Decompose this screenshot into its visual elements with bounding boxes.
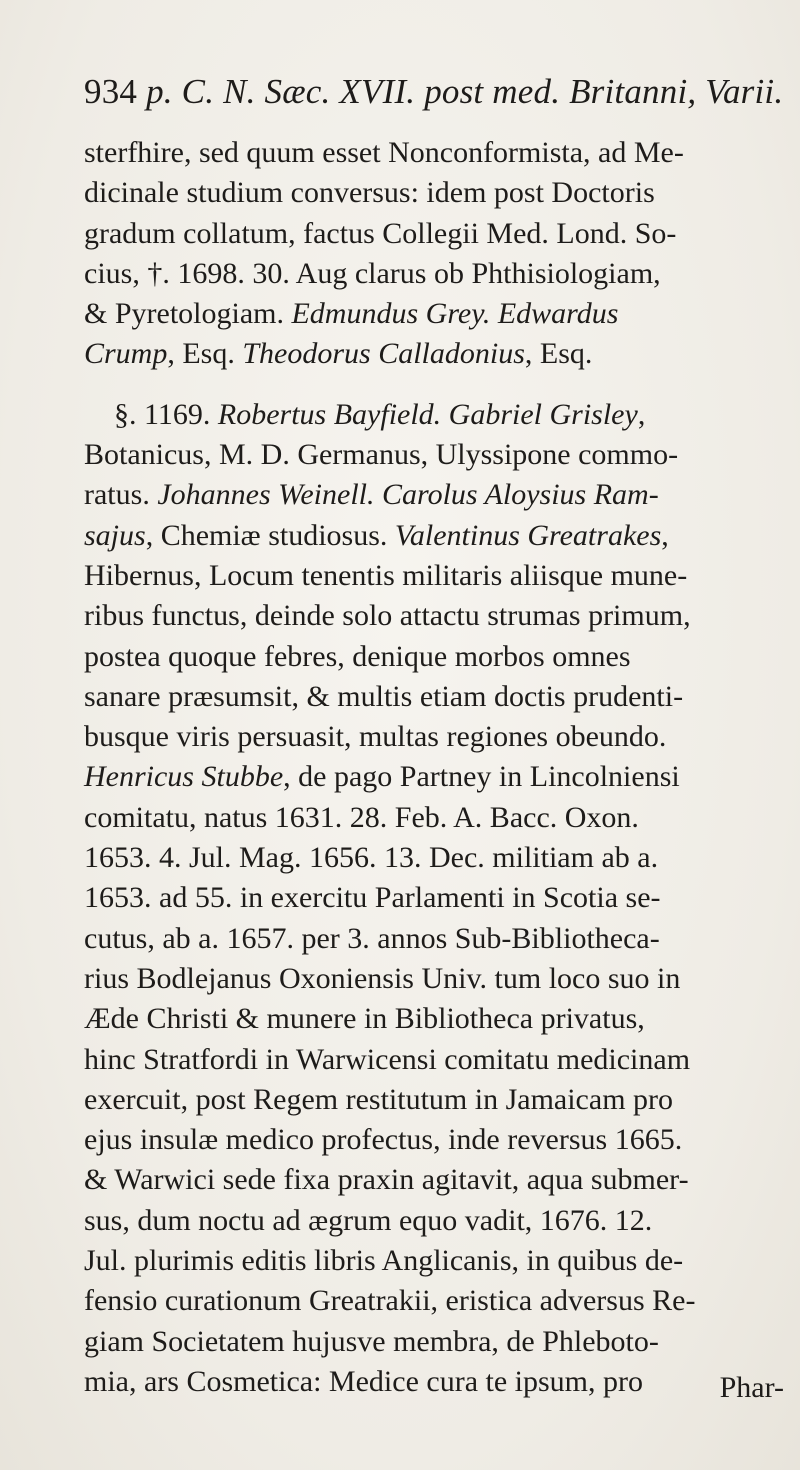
text-run: mia, ars Cosmetica: Medice cura te ipsum, pro (84, 1364, 643, 1398)
text-run: postea quoque febres, denique morbos omnes (84, 639, 631, 673)
text-run: Botanicus, M. D. Germanus, Ulyssipone commo- (84, 438, 679, 472)
text-run: , (661, 518, 669, 552)
italic-name: Theodorus Calladonius (242, 337, 525, 371)
text-line (84, 556, 796, 596)
text-line (84, 1080, 796, 1120)
text-run: giam Societatem hujusve membra, de Phleboto- (84, 1324, 659, 1358)
text-run: sanare præsumsit, & multis etiam doctis prudenti- (84, 679, 684, 713)
text-line (84, 838, 796, 878)
text-line (84, 173, 796, 213)
text-line (84, 294, 796, 334)
text-run: gradum collatum, factus Collegii Med. Lond. So- (84, 216, 677, 250)
text-line (84, 1362, 796, 1402)
text-run: , Chemiæ studiosus. (145, 518, 395, 552)
text-run: sterfhire, sed quum esset Nonconformista, ad Me- (84, 136, 684, 169)
italic-name: Johannes Weinell. Carolus Aloysius Ram- (157, 478, 659, 512)
text-line (84, 596, 796, 636)
italic-name: Valentinus Greatrakes (394, 518, 662, 552)
text-line (84, 395, 796, 435)
italic-name: Henricus Stubbe (84, 760, 284, 794)
text-line (84, 254, 796, 294)
text-line (84, 133, 796, 173)
text-run: busque viris persuasit, multas regiones obeundo. (84, 720, 667, 754)
text-run: , de pago Partney in Lincolniensi (283, 760, 680, 794)
italic-name: Robertus Bayfield. Gabriel Grisley (217, 397, 638, 431)
page-number: 934 (84, 72, 138, 111)
text-run: 1653. ad 55. in exercitu Parlamenti in Scotia se- (84, 881, 661, 915)
text-line (84, 878, 796, 918)
text-run: fensio curationum Greatrakii, eristica adversus Re- (84, 1284, 696, 1318)
text-line (84, 1281, 796, 1321)
text-run: ratus. (84, 478, 158, 512)
text-run: ejus insulæ medico profectus, inde reversus 1665. (84, 1123, 683, 1157)
text-line (84, 717, 796, 757)
running-head (84, 72, 783, 112)
text-line (84, 798, 796, 838)
text-line (84, 959, 796, 999)
text-run: sus, dum noctu ad ægrum equo vadit, 1676. 12. (84, 1203, 653, 1237)
text-line (84, 1160, 796, 1200)
text-line (84, 435, 796, 475)
body-text (84, 133, 796, 1402)
text-run: comitatu, natus 1631. 28. Feb. A. Bacc. Oxon. (84, 800, 639, 834)
text-run: & Pyretologiam. (84, 297, 292, 331)
text-line (84, 214, 796, 254)
text-run: 1653. 4. Jul. Mag. 1656. 13. Dec. militiam ab a. (84, 841, 659, 875)
italic-name: sajus (84, 518, 146, 552)
text-run: exercuit, post Regem restitutum in Jamaicam pro (84, 1082, 674, 1116)
text-line (84, 1241, 796, 1281)
text-line (84, 1040, 796, 1080)
text-run: hinc Stratfordi in Warwicensi comitatu medicinam (84, 1042, 691, 1076)
text-run: , Esq. (524, 337, 593, 371)
text-run: rius Bodlejanus Oxoniensis Univ. tum loco suo in (84, 961, 681, 995)
italic-name: Edmundus Grey. Edwardus (291, 297, 619, 331)
text-line (84, 757, 796, 797)
text-line (84, 677, 796, 717)
text-run: Jul. plurimis editis libris Anglicanis, in quibus de- (84, 1244, 684, 1278)
text-line (84, 1322, 796, 1362)
text-line (84, 334, 796, 374)
text-line (84, 1120, 796, 1160)
text-run: , (637, 397, 646, 431)
text-line (84, 1201, 796, 1241)
text-run: §. 1169. (114, 397, 218, 431)
text-run: Hibernus, Locum tenentis militaris aliisque mune- (84, 558, 688, 592)
text-run: ribus functus, deinde solo attactu strumas primum, (84, 599, 691, 633)
text-run: Æde Christi & munere in Bibliotheca privatus, (84, 1002, 645, 1036)
italic-name: Crump (84, 337, 168, 371)
catchword: Phar- (719, 1371, 784, 1404)
text-line (84, 999, 796, 1039)
text-run: cius, †. 1698. 30. Aug clarus ob Phthisiologiam, (84, 256, 661, 290)
text-run: , Esq. (167, 337, 243, 371)
text-run: & Warwici sede fixa praxin agitavit, aqua submer- (84, 1163, 689, 1197)
running-title: p. C. N. Sæc. XVII. post med. Britanni, Varii. (146, 72, 784, 111)
text-line (84, 516, 796, 556)
text-line (84, 475, 796, 515)
paragraph-gap (84, 375, 796, 395)
text-run: dicinale studium conversus: idem post Doctoris (84, 176, 655, 210)
text-line (84, 637, 796, 677)
text-run: cutus, ab a. 1657. per 3. annos Sub-Bibliotheca- (84, 921, 660, 955)
text-line (84, 919, 796, 959)
